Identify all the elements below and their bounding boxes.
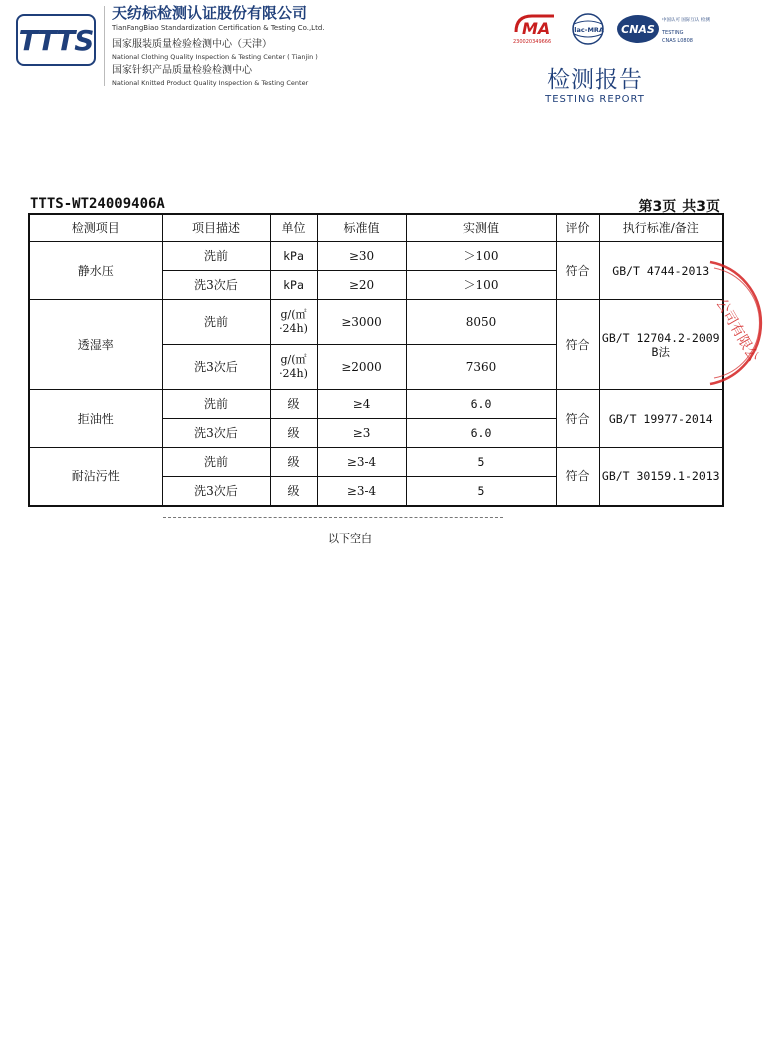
center1-name: 国家服装质量检验检测中心（天津） bbox=[112, 39, 272, 50]
standard-cell: GB/T 30159.1-2013 bbox=[599, 448, 723, 506]
measured-value-cell: 5 bbox=[406, 448, 556, 477]
unit-cell: 级 bbox=[270, 390, 317, 419]
std-value-cell: ≥3 bbox=[317, 419, 406, 448]
std-value-cell: ≥3-4 bbox=[317, 477, 406, 506]
report-title-cn: 检测报告 bbox=[547, 67, 643, 93]
col-header-standard: 执行标准/备注 bbox=[599, 214, 723, 242]
std-value-cell: ≥2000 bbox=[317, 345, 406, 390]
measured-value-cell: 5 bbox=[406, 477, 556, 506]
unit-cell: g/(㎡·24h) bbox=[270, 300, 317, 345]
unit-cell: 级 bbox=[270, 419, 317, 448]
col-header-desc: 项目描述 bbox=[162, 214, 270, 242]
measured-value-cell: 6.0 bbox=[406, 419, 556, 448]
measured-value-cell: 8050 bbox=[406, 300, 556, 345]
evaluation-cell: 符合 bbox=[556, 390, 599, 448]
end-divider bbox=[163, 517, 503, 518]
desc-cell: 洗3次后 bbox=[162, 477, 270, 506]
ilac-mra-icon bbox=[566, 12, 610, 46]
table-row bbox=[29, 390, 723, 419]
seal-text: 公司有限公 bbox=[712, 296, 762, 365]
col-header-item: 检测项目 bbox=[29, 214, 162, 242]
measured-value-cell: 7360 bbox=[406, 345, 556, 390]
ilac-label: ilac-MRA bbox=[572, 26, 604, 34]
cnas-label: CNAS bbox=[621, 23, 655, 36]
col-header-measured: 实测值 bbox=[406, 214, 556, 242]
test-item-cell: 透湿率 bbox=[29, 300, 162, 390]
unit-cell: g/(㎡·24h) bbox=[270, 345, 317, 390]
std-value-cell: ≥20 bbox=[317, 271, 406, 300]
cma-number: 230020349666 bbox=[513, 39, 552, 45]
desc-cell: 洗前 bbox=[162, 300, 270, 345]
desc-cell: 洗3次后 bbox=[162, 345, 270, 390]
col-header-std: 标准值 bbox=[317, 214, 406, 242]
measured-value-cell: ＞100 bbox=[406, 242, 556, 271]
cnas-cn: 中国认可 国际互认 检测 bbox=[662, 18, 710, 23]
company-seal bbox=[690, 252, 770, 392]
company-logo bbox=[16, 14, 96, 66]
center1-name-en: National Clothing Quality Inspection & Testing Center ( Tianjin ) bbox=[112, 53, 318, 61]
cnas-number: CNAS L0808 bbox=[662, 38, 693, 44]
table-row bbox=[29, 448, 723, 477]
org-name: 天纺标检测认证股份有限公司 bbox=[112, 4, 308, 22]
page-current: 第3页 bbox=[638, 199, 677, 215]
evaluation-cell: 符合 bbox=[556, 300, 599, 390]
test-item-cell: 静水压 bbox=[29, 242, 162, 300]
standard-cell: GB/T 12704.2-2009 B法 bbox=[599, 300, 723, 390]
report-title-en: TESTING REPORT bbox=[545, 94, 645, 105]
unit-cell: 级 bbox=[270, 477, 317, 506]
measured-value-cell: 6.0 bbox=[406, 390, 556, 419]
cnas-mark-icon bbox=[616, 12, 710, 46]
page-total: 共3页 bbox=[682, 199, 720, 215]
report-title bbox=[520, 66, 670, 106]
cma-label: MA bbox=[522, 19, 551, 38]
desc-cell: 洗3次后 bbox=[162, 419, 270, 448]
evaluation-cell: 符合 bbox=[556, 448, 599, 506]
results-table bbox=[28, 213, 724, 507]
std-value-cell: ≥4 bbox=[317, 390, 406, 419]
cma-mark-icon bbox=[510, 12, 560, 46]
blank-below-note: 以下空白 bbox=[328, 532, 372, 545]
desc-cell: 洗前 bbox=[162, 448, 270, 477]
table-row bbox=[29, 300, 723, 345]
logo-text: TTTS bbox=[18, 23, 94, 57]
desc-cell: 洗3次后 bbox=[162, 271, 270, 300]
col-header-unit: 单位 bbox=[270, 214, 317, 242]
organization-info bbox=[112, 4, 325, 88]
test-item-cell: 耐沾污性 bbox=[29, 448, 162, 506]
unit-cell: kPa bbox=[270, 242, 317, 271]
desc-cell: 洗前 bbox=[162, 242, 270, 271]
measured-value-cell: ＞100 bbox=[406, 271, 556, 300]
std-value-cell: ≥3-4 bbox=[317, 448, 406, 477]
std-value-cell: ≥3000 bbox=[317, 300, 406, 345]
col-header-eval: 评价 bbox=[556, 214, 599, 242]
report-number: TTTS-WT24009406A bbox=[30, 196, 165, 212]
standard-cell: GB/T 4744-2013 bbox=[599, 242, 723, 300]
cnas-sub: TESTING bbox=[662, 30, 684, 36]
std-value-cell: ≥30 bbox=[317, 242, 406, 271]
unit-cell: kPa bbox=[270, 271, 317, 300]
evaluation-cell: 符合 bbox=[556, 242, 599, 300]
center2-name: 国家针织产品质量检验检测中心 bbox=[112, 65, 252, 76]
certification-marks bbox=[510, 12, 710, 46]
org-name-en: TianFangBiao Standardization Certification & Testing Co.,Ltd. bbox=[112, 24, 325, 32]
test-item-cell: 拒油性 bbox=[29, 390, 162, 448]
header-divider bbox=[104, 6, 105, 86]
center2-name-en: National Knitted Product Quality Inspection & Testing Center bbox=[112, 79, 309, 87]
unit-cell: 级 bbox=[270, 448, 317, 477]
desc-cell: 洗前 bbox=[162, 390, 270, 419]
table-header-row bbox=[29, 214, 723, 242]
table-row bbox=[29, 242, 723, 271]
standard-cell: GB/T 19977-2014 bbox=[599, 390, 723, 448]
